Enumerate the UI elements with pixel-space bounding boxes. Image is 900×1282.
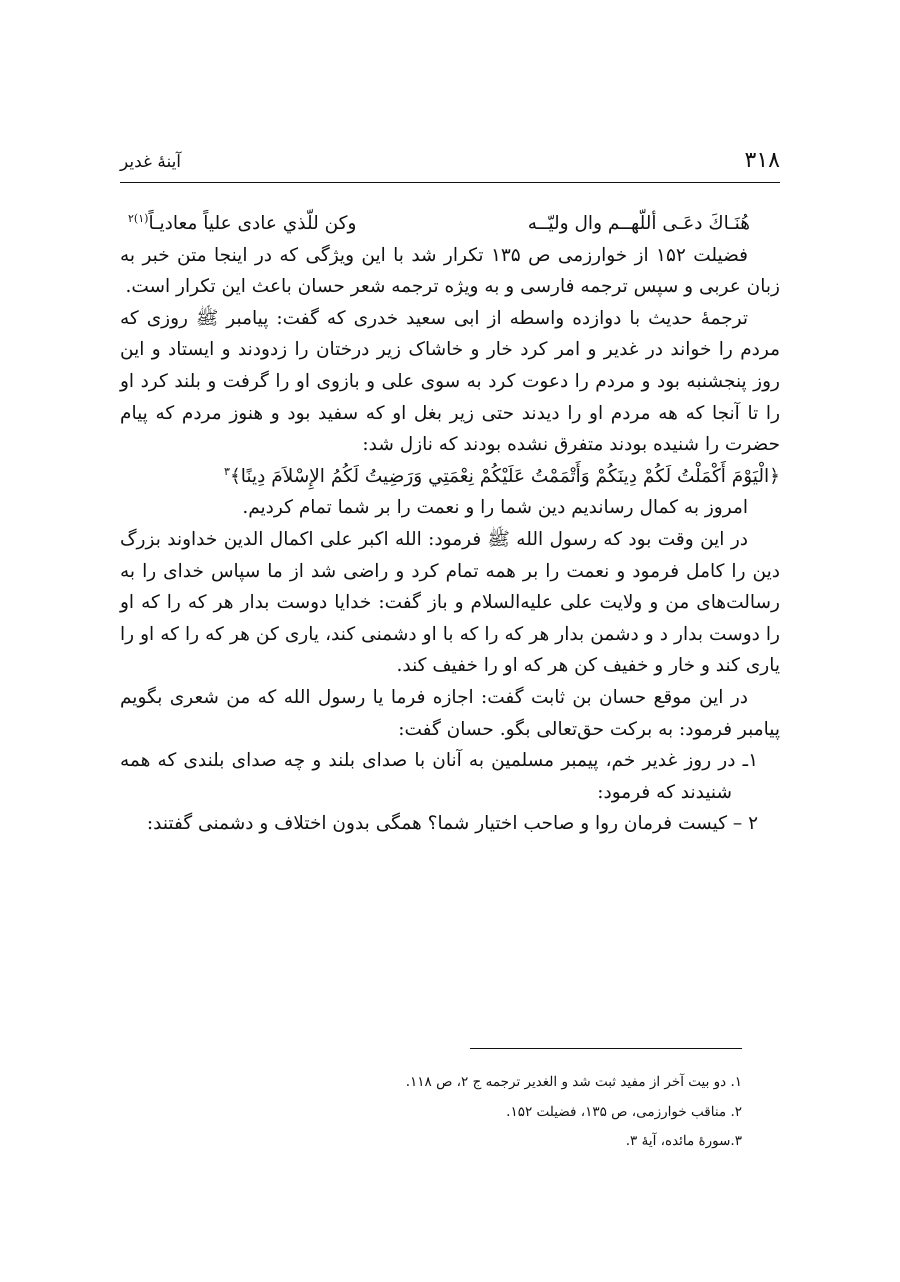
poem-left-hemistich bbox=[128, 208, 356, 240]
page-header bbox=[120, 148, 780, 180]
page-number: ۳۱۸ bbox=[744, 148, 780, 173]
poem-footnote-refs: (۱)۲ bbox=[128, 211, 149, 225]
paragraph-5: در این موقع حسان بن ثابت گفت: اجازه فرما یا رسول الله که من شعری بگویم پیامبر فرمود: به برکت حق‌تعالی بگو. حسان گفت: bbox=[120, 686, 780, 740]
poem-verse bbox=[120, 208, 780, 240]
footnote-3: ۳.سورهٔ مائده، آیهٔ ۳. bbox=[625, 1133, 742, 1149]
poem-left-hemistich-text: وكن للّذي عادى علياً معاديـاً bbox=[148, 213, 357, 234]
paragraph-1: فضیلت ۱۵۲ از خوارزمی ص ۱۳۵ تکرار شد با این ویژگی که در اینجا متن خبر به زبان عربی و سپس ترجمه فارسی و به ویژه ترجمه شعر حسان باعث این تکرار است. bbox=[120, 244, 780, 298]
footnotes bbox=[120, 1068, 742, 1157]
running-title: آینهٔ غدیر bbox=[120, 152, 182, 172]
paragraph-3: امروز به کمال رساندیم دین شما را و نعمت را بر شما تمام کردیم. bbox=[242, 497, 748, 519]
quran-verse bbox=[120, 461, 780, 493]
body-text bbox=[120, 208, 780, 840]
list-item-1: ۱ـ در روز غدیر خم، پیمبر مسلمین به آنان با صدای بلند و چه صدای بلندی که همه شنیدند که فرمود: bbox=[120, 750, 758, 803]
paragraph-4: در این وقت بود که رسول الله ﷺ فرمود: الله اکبر علی اکمال الدین خداوند بزرگ دین را کامل فرمود و نعمت را بر همه تمام کرد و راضی شد از ما سپاس خدای را به رسالت‌های من و ولایت علی علیه‌السلام و باز گفت: خدایا دوست بدار هر که را که او را دوست بدار د و دشمن بدار هر که را که با او دشمنی کند، یاری کن هر که را که او را یاری کند و خار و خفیف کن هر که او را خفیف کند. bbox=[120, 528, 780, 677]
quran-verse-ref: ۳ bbox=[224, 464, 230, 478]
footnote-1: ۱. دو بیت آخر از مفید ثبت شد و الغدیر ترجمه ج ۲، ص ۱۱۸. bbox=[405, 1074, 742, 1090]
paragraph-2: ترجمهٔ حدیث با دوازده واسطه از ابی سعید خدری که گفت: پیامبر ﷺ روزی که مردم را خواند در غدیر و امر کرد خار و خاشاک زیر درختان را زدودند و ایستاد و این روز پنجشنبه بود و مردم را دعوت کرد به سوی علی و بازوی او را گرفت و بلند کرد او را تا آنجا که هه مردم او را دیدند حتی زیر بغل او که سفید بود و هنوز مردم که پیام حضرت را شنیده بودند متفرق نشده بودند که نازل شد: bbox=[120, 307, 780, 456]
footnote-rule bbox=[470, 1048, 742, 1049]
poem-right-hemistich: هُنَـاكَ دعَـى أللّهــم وال وليّــه bbox=[527, 213, 750, 234]
list-item-2: ۲ – کیست فرمان روا و صاحب اختیار شما؟ همگی بدون اختلاف و دشمنی گفتند: bbox=[146, 813, 758, 835]
quran-verse-text: ﴿الْيَوْمَ أَكْمَلْتُ لَكُمْ دِينَكُمْ وَأَتْمَمْتُ عَلَيْكُمْ نِعْمَتِي وَرَضِيتُ لَكُمُ الإِسْلاَمَ دِينًا﴾ bbox=[229, 465, 780, 487]
footnote-2: ۲. مناقب خوارزمی، ص ۱۳۵، فضیلت ۱۵۲. bbox=[506, 1103, 742, 1120]
header-rule bbox=[120, 182, 780, 183]
